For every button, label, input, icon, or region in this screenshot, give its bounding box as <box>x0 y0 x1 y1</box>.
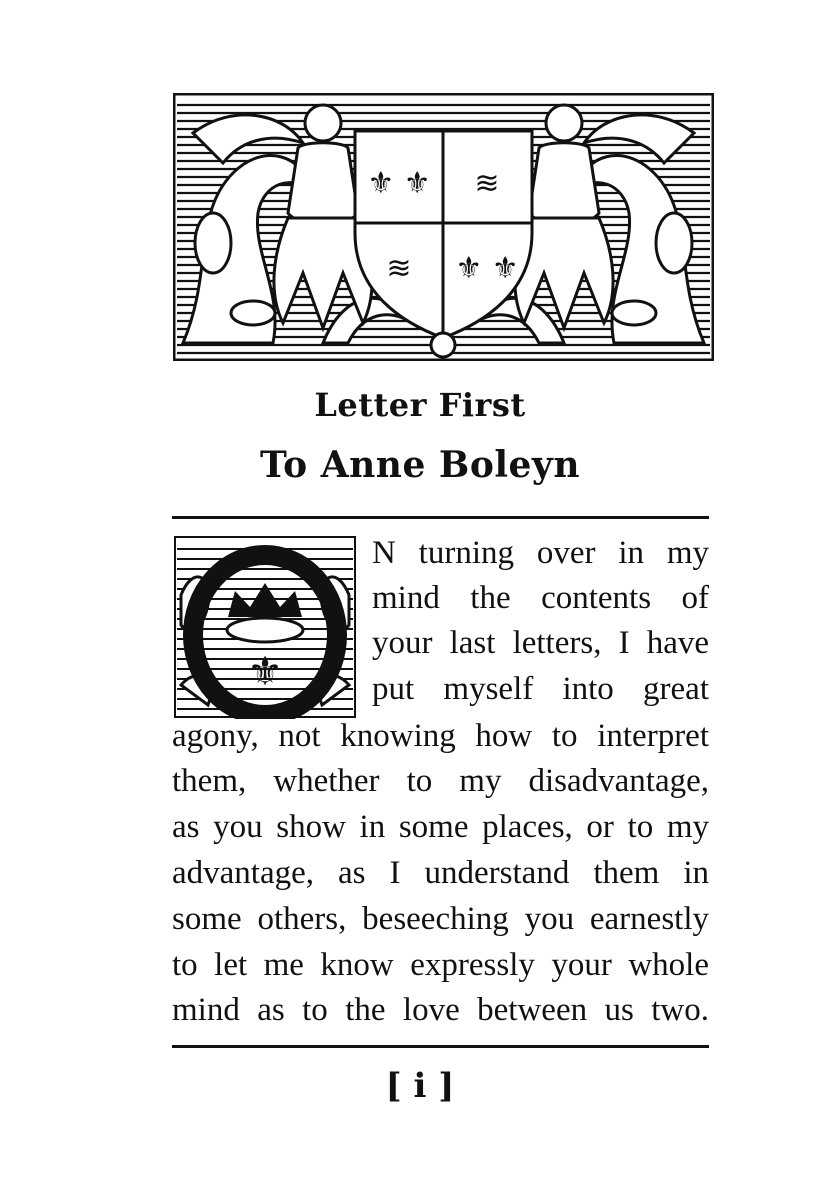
body-line-2: mind the contents of <box>372 580 709 616</box>
page-number: [ i ] <box>385 1066 455 1106</box>
body-line-11: mind as to the love between us two. <box>172 992 709 1028</box>
body-line-1: N turning over in my <box>372 535 709 571</box>
body-line-8: advantage, as I understand them in <box>172 855 709 891</box>
body-line-6: them, whether to my disadvantage, <box>172 763 709 799</box>
svg-text:⚜: ⚜ <box>247 649 283 695</box>
heraldic-headpiece-icon <box>173 93 714 361</box>
svg-text:⚜ ⚜: ⚜ ⚜ <box>455 251 519 286</box>
svg-text:⚜ ⚜: ⚜ ⚜ <box>367 166 431 201</box>
svg-text:≋: ≋ <box>474 166 500 201</box>
recipient-heading: To Anne Boleyn <box>259 444 581 486</box>
body-line-5: agony, not knowing how to interpret <box>172 718 709 754</box>
body-line-9: some others, beseeching you earnestly <box>172 901 709 937</box>
top-divider <box>172 516 709 519</box>
body-line-4: put myself into great <box>372 671 709 707</box>
body-line-7: as you show in some places, or to my <box>172 809 709 845</box>
bottom-divider <box>172 1045 709 1048</box>
svg-text:≋: ≋ <box>386 251 412 286</box>
drop-cap-ornament-icon <box>173 535 357 719</box>
letter-heading: Letter First <box>314 386 526 424</box>
body-line-3: your last letters, I have <box>372 625 709 661</box>
body-line-10: to let me know expressly your whole <box>172 947 709 983</box>
